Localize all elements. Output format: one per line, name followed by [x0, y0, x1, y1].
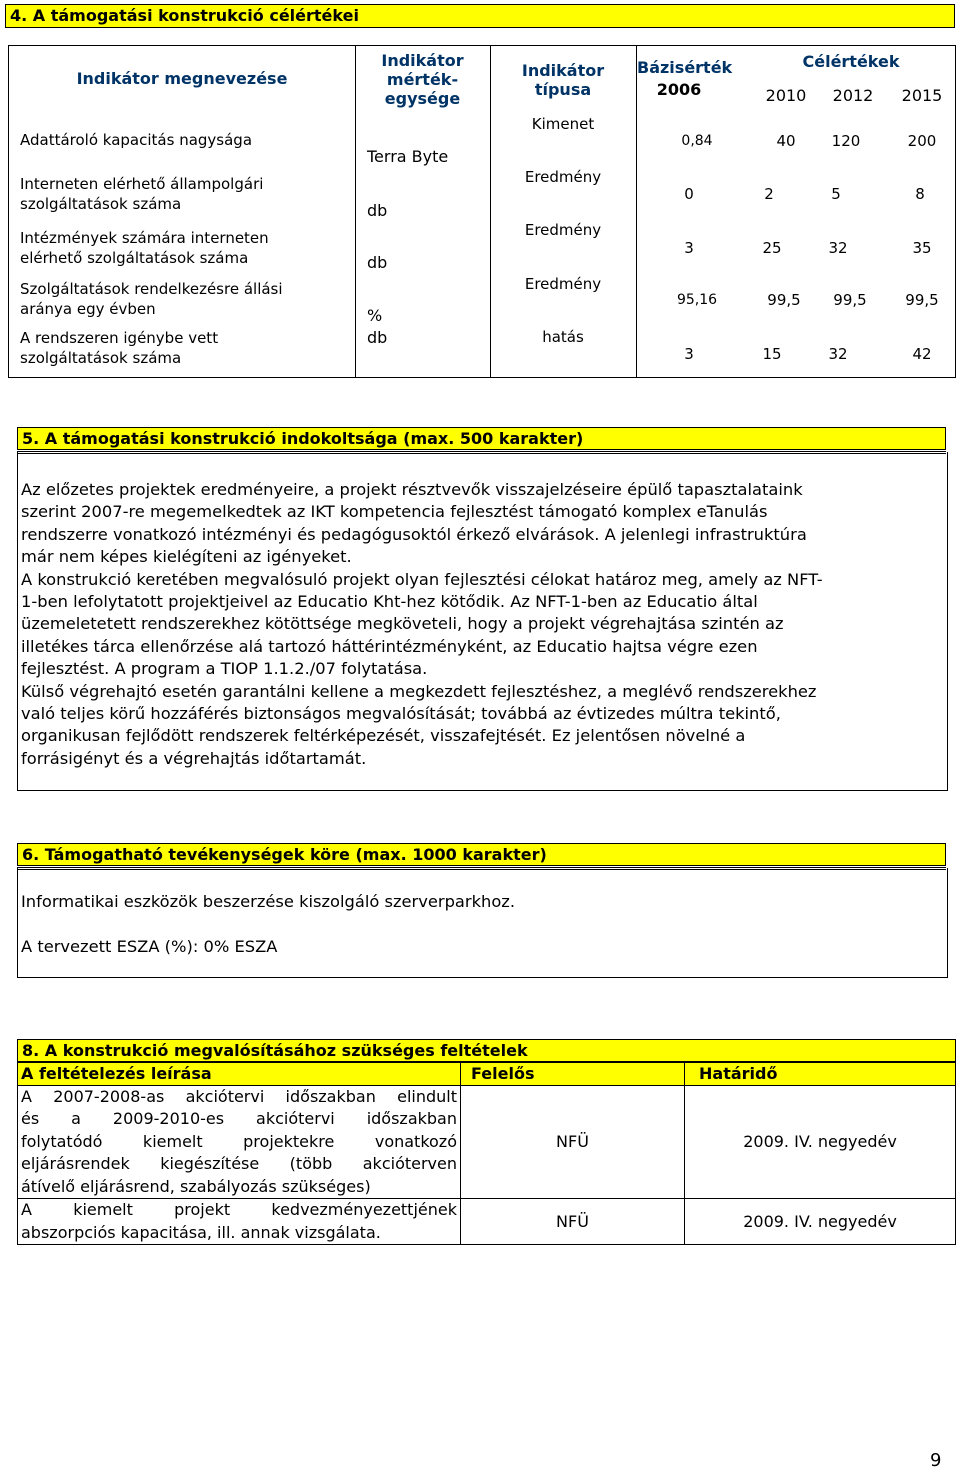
unit-2: db — [367, 201, 388, 220]
value-2012-3: 32 — [828, 239, 848, 257]
indicator-name-2: Interneten elérhető állampolgári szolgáltatások száma — [20, 175, 264, 213]
table-row — [18, 1199, 956, 1245]
table-row — [18, 1086, 956, 1199]
section-5-text: Az előzetes projektek eredményeire, a projekt résztvevők visszajelzéseire épülő tapasztalataink szerint 2007-re megemelkedtek az IKT kompetencia fejlesztést támogató komplex eTanulás rendszerre vonatkozó intézményi és pedagógusoktól érkező elvárások. A jelenlegi infrastruktúra már nem képes kielégíteni az igényeket. A konstrukció keretében megvalósuló projekt olyan fejlesztési célokat határoz meg, amely az NFT- 1-ben lefolytatott projektjeivel az Educatio Kht-hez kötődik. Az NFT-1-ben az Educatio által üzemeletetett rendszerekhez kötöttsége megköveteli, hogy a projekt végrehajtása szintén az illetékes tárca ellenőrzése alá tartozó háttérintézményként, az Educatio hajtsa végre ezen fejlesztést. A program a TIOP 1.1.2./07 folytatása. Külső végrehajtó esetén garantálni kellene a megkezdett fejlesztéshez, a meglévő rendszerekhez való teljes körű hozzáférés biztonságos megvalósítását; továbbá az évtizedes múltra tekintő, organikusan fejlődött rendszerek feltérképezését, visszafejtését. Ez jelentősen növelné a forrásigényt és a végrehajtás időtartamát. — [21, 480, 823, 768]
base-1: 0,84 — [681, 133, 713, 149]
col-condition: A feltételezés leírása — [18, 1063, 461, 1086]
year-2012: 2012 — [832, 86, 874, 105]
value-2012-4: 99,5 — [833, 291, 867, 309]
value-2012-5: 32 — [828, 345, 848, 363]
value-2010-5: 15 — [762, 345, 782, 363]
header-targets: Célértékek — [802, 52, 900, 71]
section-6-box — [17, 868, 948, 978]
responsible-2: NFÜ — [461, 1199, 685, 1245]
responsible-1: NFÜ — [461, 1086, 685, 1199]
unit-4: % — [367, 306, 383, 325]
year-2010: 2010 — [765, 86, 807, 105]
type-1: Kimenet — [531, 115, 595, 133]
type-2: Eredmény — [524, 168, 602, 186]
value-2015-1: 200 — [907, 132, 937, 150]
header-unit: Indikátor mérték- egysége — [381, 51, 464, 108]
unit-1: Terra Byte — [367, 147, 449, 166]
indicator-name-4: Szolgáltatások rendelkezésre állási aránya egy évben — [20, 280, 283, 318]
value-2015-3: 35 — [912, 239, 932, 257]
type-5: hatás — [542, 328, 584, 346]
indicator-name-5: A rendszeren igénybe vett szolgáltatások száma — [20, 329, 219, 367]
deadline-2: 2009. IV. negyedév — [685, 1199, 956, 1245]
page-number: 9 — [930, 1450, 942, 1471]
section-5-title: 5. A támogatási konstrukció indokoltsága (max. 500 karakter) — [17, 427, 946, 450]
header-type: Indikátor típusa — [521, 61, 605, 99]
base-5: 3 — [684, 345, 694, 363]
unit-3: db — [367, 253, 388, 272]
deadline-1: 2009. IV. negyedév — [685, 1086, 956, 1199]
unit-5: db — [367, 328, 388, 347]
indicator-name-3: Intézmények számára interneten elérhető szolgáltatások száma — [20, 229, 269, 267]
year-2015: 2015 — [901, 86, 943, 105]
value-2010-4: 99,5 — [767, 291, 801, 309]
base-3: 3 — [684, 239, 694, 257]
base-2: 0 — [684, 185, 694, 203]
value-2010-2: 2 — [764, 185, 774, 203]
value-2015-2: 8 — [915, 185, 925, 203]
indicator-name-1: Adattároló kapacitás nagysága — [20, 131, 253, 149]
section-4-title: 4. A támogatási konstrukció célértékei — [5, 4, 955, 28]
indicator-table — [8, 45, 956, 378]
value-2015-5: 42 — [912, 345, 932, 363]
header-indicator-name: Indikátor megnevezése — [76, 69, 288, 88]
col-responsible: Felelős — [461, 1063, 685, 1086]
type-3: Eredmény — [524, 221, 602, 239]
section-6-line-1: Informatikai eszközök beszerzése kiszolgáló szerverparkhoz. — [21, 892, 516, 911]
header-base: Bázisérték 2006 — [637, 58, 733, 99]
conditions-table — [17, 1062, 956, 1245]
section-6-title: 6. Támogatható tevékenységek köre (max. 1000 karakter) — [17, 843, 946, 866]
value-2010-1: 40 — [776, 132, 796, 150]
condition-desc-2: A kiemelt projekt kedvezményezettjének abszorpciós kapacitása, ill. annak vizsgálata. — [18, 1199, 461, 1245]
value-2010-3: 25 — [762, 239, 782, 257]
section-6-line-2: A tervezett ESZA (%): 0% ESZA — [21, 937, 278, 956]
base-4: 95,16 — [676, 292, 718, 308]
col-deadline: Határidő — [685, 1063, 956, 1086]
section-8-title: 8. A konstrukció megvalósításához szükséges feltételek — [17, 1039, 956, 1062]
condition-desc-1: A 2007-2008-as akciótervi időszakban elindult és a 2009-2010-es akciótervi időszakban folytatódó kiemelt projektekre vonatkozó eljárásrendek kiegészítése (több akcióterven átívelő eljárásrend, szabályozás szükséges) — [18, 1086, 461, 1199]
value-2012-2: 5 — [831, 185, 841, 203]
type-4: Eredmény — [524, 275, 602, 293]
value-2012-1: 120 — [831, 132, 861, 150]
value-2015-4: 99,5 — [905, 291, 939, 309]
